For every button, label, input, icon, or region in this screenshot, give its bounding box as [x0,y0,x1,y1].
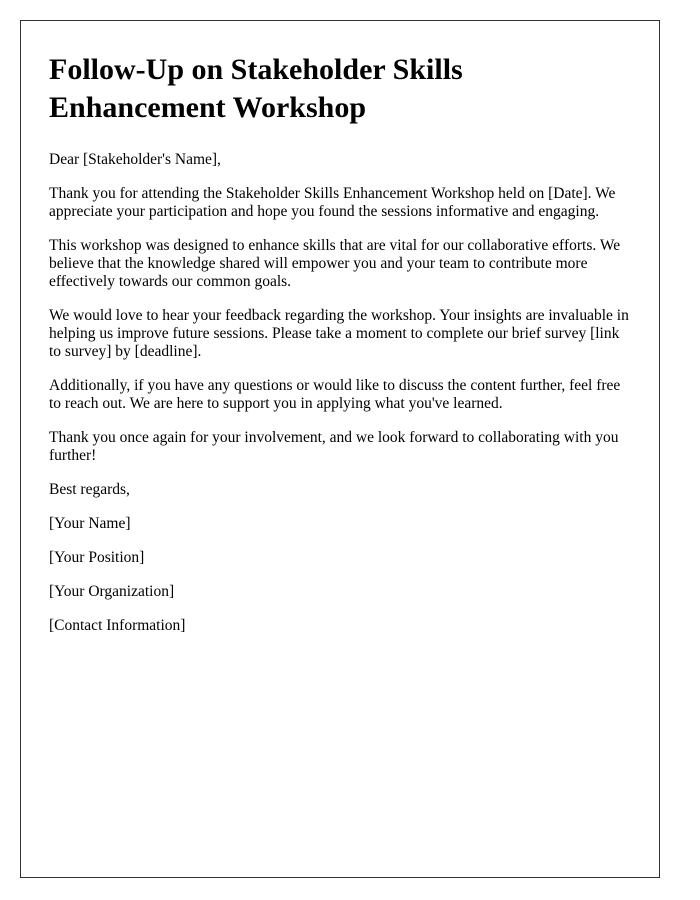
letter-paragraph-closing-thanks: Thank you once again for your involvement, and we look forward to collaborating with you further! [49,429,619,464]
letter-paragraph-thanks: Thank you for attending the Stakeholder Skills Enhancement Workshop held on [Date]. We appreciate your participation and hope you found the sessions informative and engaging. [49,185,616,220]
letter-paragraph-feedback: We would love to hear your feedback regarding the workshop. Your insights are invaluable in helping us improve future sessions. Please take a moment to complete our brief survey [link to survey] by [deadline]. [49,307,629,360]
letter-paragraph-questions: Additionally, if you have any questions or would like to discuss the content further, feel free to reach out. We are here to support you in applying what you've learned. [49,377,621,412]
signature-position: [Your Position] [49,549,145,566]
signature-contact: [Contact Information] [49,617,186,634]
letter-salutation: Dear [Stakeholder's Name], [49,151,221,168]
letter-paragraph-purpose: This workshop was designed to enhance skills that are vital for our collaborative efforts. We believe that the knowledge shared will empower you and your team to contribute more effectively towards our common goals. [49,237,621,290]
signature-organization: [Your Organization] [49,583,175,600]
letter-title: Follow-Up on Stakeholder Skills Enhancement Workshop [49,53,463,124]
letter-closing: Best regards, [49,481,130,498]
signature-name: [Your Name] [49,515,131,532]
letter-page [20,20,660,878]
